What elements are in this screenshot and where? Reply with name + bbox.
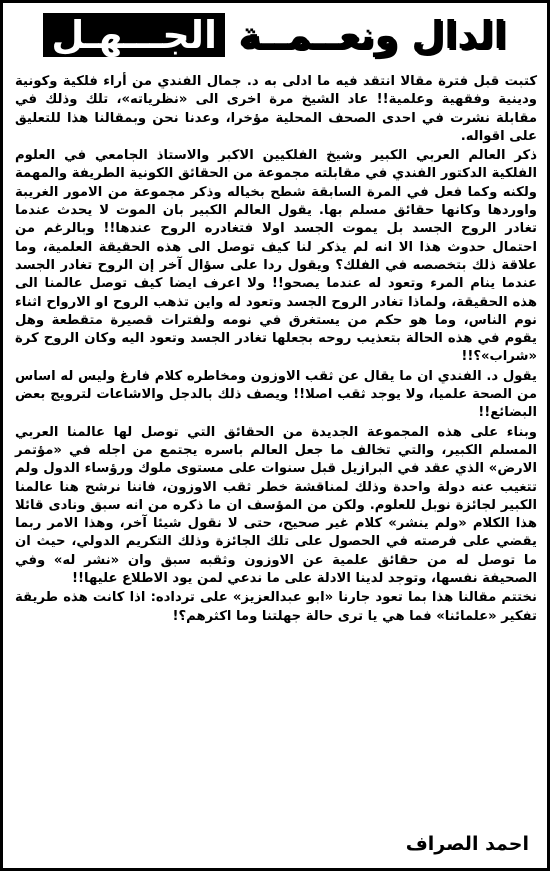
paragraph-5: نختتم مقالنا هذا بما تعود جارنا «ابو عبدالعزيز» على ترداده: اذا كانت هذه طريقة تفكير «علمائنا» فما هي يا ترى حالة جهلتنا وما اكثرهم؟! bbox=[15, 590, 537, 624]
author-byline: احمد الصراف bbox=[405, 833, 529, 855]
paragraph-2: ذكر العالم العربي الكبير وشيخ الفلكيين الاكبر والاستاذ الجامعي في العلوم الفلكية الدكتور الفندي في مقابلته مجموعة من الحقائق الكونية الطريفة والمهمة ولكنه وكما فعل في المرة السابقة شطح بخياله وذكر مجموعة من الامور الغريبة واوردها وكانها حقائق مسلم بها. يقول العالم الكبير بان الموت لا يحدث عندما تغادر الروح الجسد بل يموت الجسد اولا فتغادره الروح عندها!! وبالرغم من احتمال حدوث هذا الا انه لم يذكر لنا كيف توصل الى هذه الحقيقة العلمية، وما علاقة ذلك بتخصصه في الفلك؟ ويقول ردا على سؤال آخر إن الروح تغادر الجسد عندما ينام المرء وتعود له عندما يصحو!! ولا اعرف ايضا كيف توصل عالمنا الى هذه الحقيقة، ولماذا تغادر الروح الجسد وتعود له واين تذهب الروح او الارواح اثناء نوم الناس، وما هو حكم من يستغرق في نومه ولفترات قصيرة متقطعة وهل يقوم في هذه الحالة بتعذيب روحه بجعلها تغادر الجسد وتعود اليه وكان الروح كرة «شراب»؟!! bbox=[15, 148, 537, 365]
headline-part-2: الجـــهـل bbox=[43, 13, 225, 57]
paragraph-4: وبناء على هذه المجموعة الجديدة من الحقائق التي توصل لها عالمنا العربي المسلم الكبير، والتي تخالف ما جعل العالم باسره يجتمع من اجله في «مؤتمر الارض» الذي عقد في البرازيل قبل سنوات على مستوى ملوك ورؤساء الدول ولم تتغيب عنه دولة واحدة وذلك لمناقشة خطر ثقب الاوزون، فاننا نرشح هنا عالمنا الكبير لجائزة نوبل للعلوم. ولكن من المؤسف ان ما ذكره من انه سبق ونادى قائلا هذا الكلام «ولم ينشر» كلام غير صحيح، حتى لا نقول شيئا آخر، وهذا الامر ربما يقضي على فرصته في الحصول على تلك الجائزة وذلك التكريم الدولي، حيث ان ما توصل له من حقائق علمية عن الاوزون وثقبه سبق وان «نشر له» وفي الصحيفة نفسها، وتوجد لدينا الادلة على ما ندعي لمن يود الاطلاع عليها!! bbox=[15, 424, 537, 587]
article-headline bbox=[43, 11, 506, 59]
article-body bbox=[15, 73, 537, 627]
headline-band bbox=[13, 9, 537, 61]
paragraph-3: يقول د. الفندي ان ما يقال عن ثقب الاوزون ومخاطره كلام فارغ وليس له اساس من الصحة علميا، ولا يوجد ثقب اصلا!! ويصف ذلك بالدجل والاشاعات لترويج بعض البضائع!! bbox=[15, 368, 537, 421]
headline-part-1: الدال ونعــمــة bbox=[238, 13, 507, 57]
paragraph-1: كتبت قبل فترة مقالا انتقد فيه ما ادلى به د. جمال الفندي من أراء فلكية وكونية ودينية وفقهية وعلمية!! عاد الشيخ مرة اخرى الى «نظرياته»، تلك وذلك في مقابلة نشرت في احدى الصحف المحلية مؤخرا، وعدنا نحن وبمقالنا هذا للتعليق على اقواله. bbox=[15, 74, 537, 144]
